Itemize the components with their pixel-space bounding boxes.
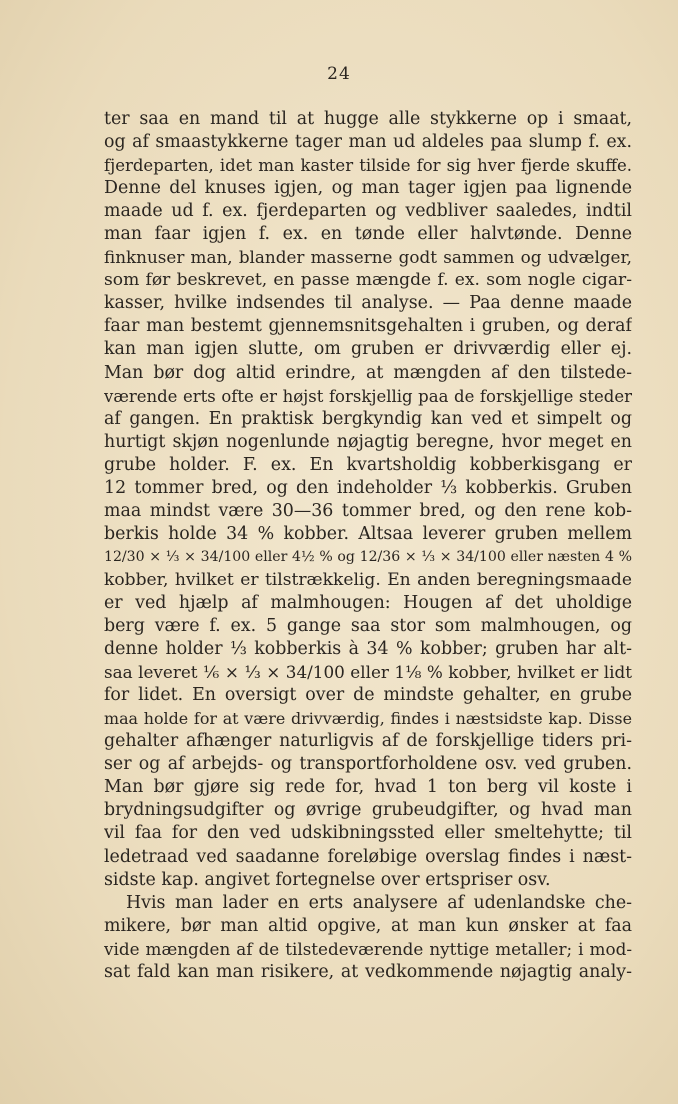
text-line: finknuser man, blander masserne godt sammen og udvælger, [104,247,632,268]
text-line: kan man igjen slutte, om gruben er drivværdig eller ej. [104,339,632,360]
text-line: ledetraad ved saadanne foreløbige overslag findes i næst- [104,846,632,867]
text-line: 12 tommer bred, og den indeholder ⅓ kobberkis. Gruben [104,477,632,498]
text-line: saa leveret ⅙ × ⅓ × 34/100 eller 1⅛ % kobber, hvilket er lidt [104,662,632,683]
text-line: faar man bestemt gjennemsnitsgehalten i gruben, og deraf [104,316,632,337]
text-line: kobber, hvilket er tilstrækkelig. En anden beregningsmaade [104,569,632,590]
text-line: maade ud f. ex. fjerdeparten og vedbliver saaledes, indtil [104,201,632,222]
text-line: kasser, hvilke indsendes til analyse. — Paa denne maade [104,293,632,314]
text-line: maa holde for at være drivværdig, findes i næstsidste kap. Disse [104,709,632,729]
text-line: fjerdeparten, idet man kaster tilside for sig hver fjerde skuffe. [104,156,632,176]
text-line: denne holder ⅓ kobberkis à 34 % kobber; gruben har alt- [104,639,632,660]
text-line: Man bør gjøre sig rede for, hvad 1 ton berg vil koste i [104,777,632,798]
text-line: vil faa for den ved udskibningssted eller smeltehytte; til [104,823,632,844]
text-line: af gangen. En praktisk bergkyndig kan ved et simpelt og [104,408,632,429]
text-line: mikere, bør man altid opgive, at man kun ønsker at faa [104,915,632,936]
text-line: vide mængden af de tilstedeværende nyttige metaller; i mod- [104,938,632,959]
text-line: hurtigt skjøn nogenlunde nøjagtig beregne, hvor meget en [104,431,632,452]
text-line: gehalter afhænger naturligvis af de forskjellige tiders pri- [104,731,632,752]
text-line: man faar igjen f. ex. en tønde eller halvtønde. Denne [104,224,632,245]
text-line: 12/30 × ⅓ × 34/100 eller 4½ % og 12/36 × ⅓ × 34/100 eller næsten 4 % [104,548,632,565]
body-text [104,108,632,984]
text-line: grube holder. F. ex. En kvartsholdig kobberkisgang er [104,454,632,475]
text-line: Denne del knuses igjen, og man tager igjen paa lignende [104,178,632,199]
text-line: er ved hjælp af malmhougen: Hougen af det uholdige [104,592,632,613]
text-line: værende erts ofte er højst forskjellig paa de forskjellige steder [104,386,632,406]
text-line: maa mindst være 30—36 tommer bred, og den rene kob- [104,500,632,521]
text-line: berg være f. ex. 5 gange saa stor som malmhougen, og [104,616,632,637]
text-line: berkis holde 34 % kobber. Altsaa leverer gruben mellem [104,523,632,544]
text-line: ter saa en mand til at hugge alle stykkerne op i smaat, [104,109,632,129]
text-line: Hvis man lader en erts analysere af udenlandske che- [126,892,632,913]
text-line: sat fald kan man risikere, at vedkommende nøjagtig analy- [104,961,632,982]
page-number: 24 [327,64,351,84]
text-line: Man bør dog altid erindre, at mængden af den tilstede- [104,362,632,383]
text-line: og af smaastykkerne tager man ud aldeles paa slump f. ex. [104,132,632,153]
text-line: som før beskrevet, en passe mængde f. ex. som nogle cigar- [104,270,632,291]
text-line: for lidet. En oversigt over de mindste gehalter, en grube [104,685,632,706]
text-line: sidste kap. angivet fortegnelse over ertspriser osv. [104,869,551,890]
text-line: brydningsudgifter og øvrige grubeudgifter, og hvad man [104,800,632,821]
text-line: ser og af arbejds- og transportforholdene osv. ved gruben. [104,754,632,775]
